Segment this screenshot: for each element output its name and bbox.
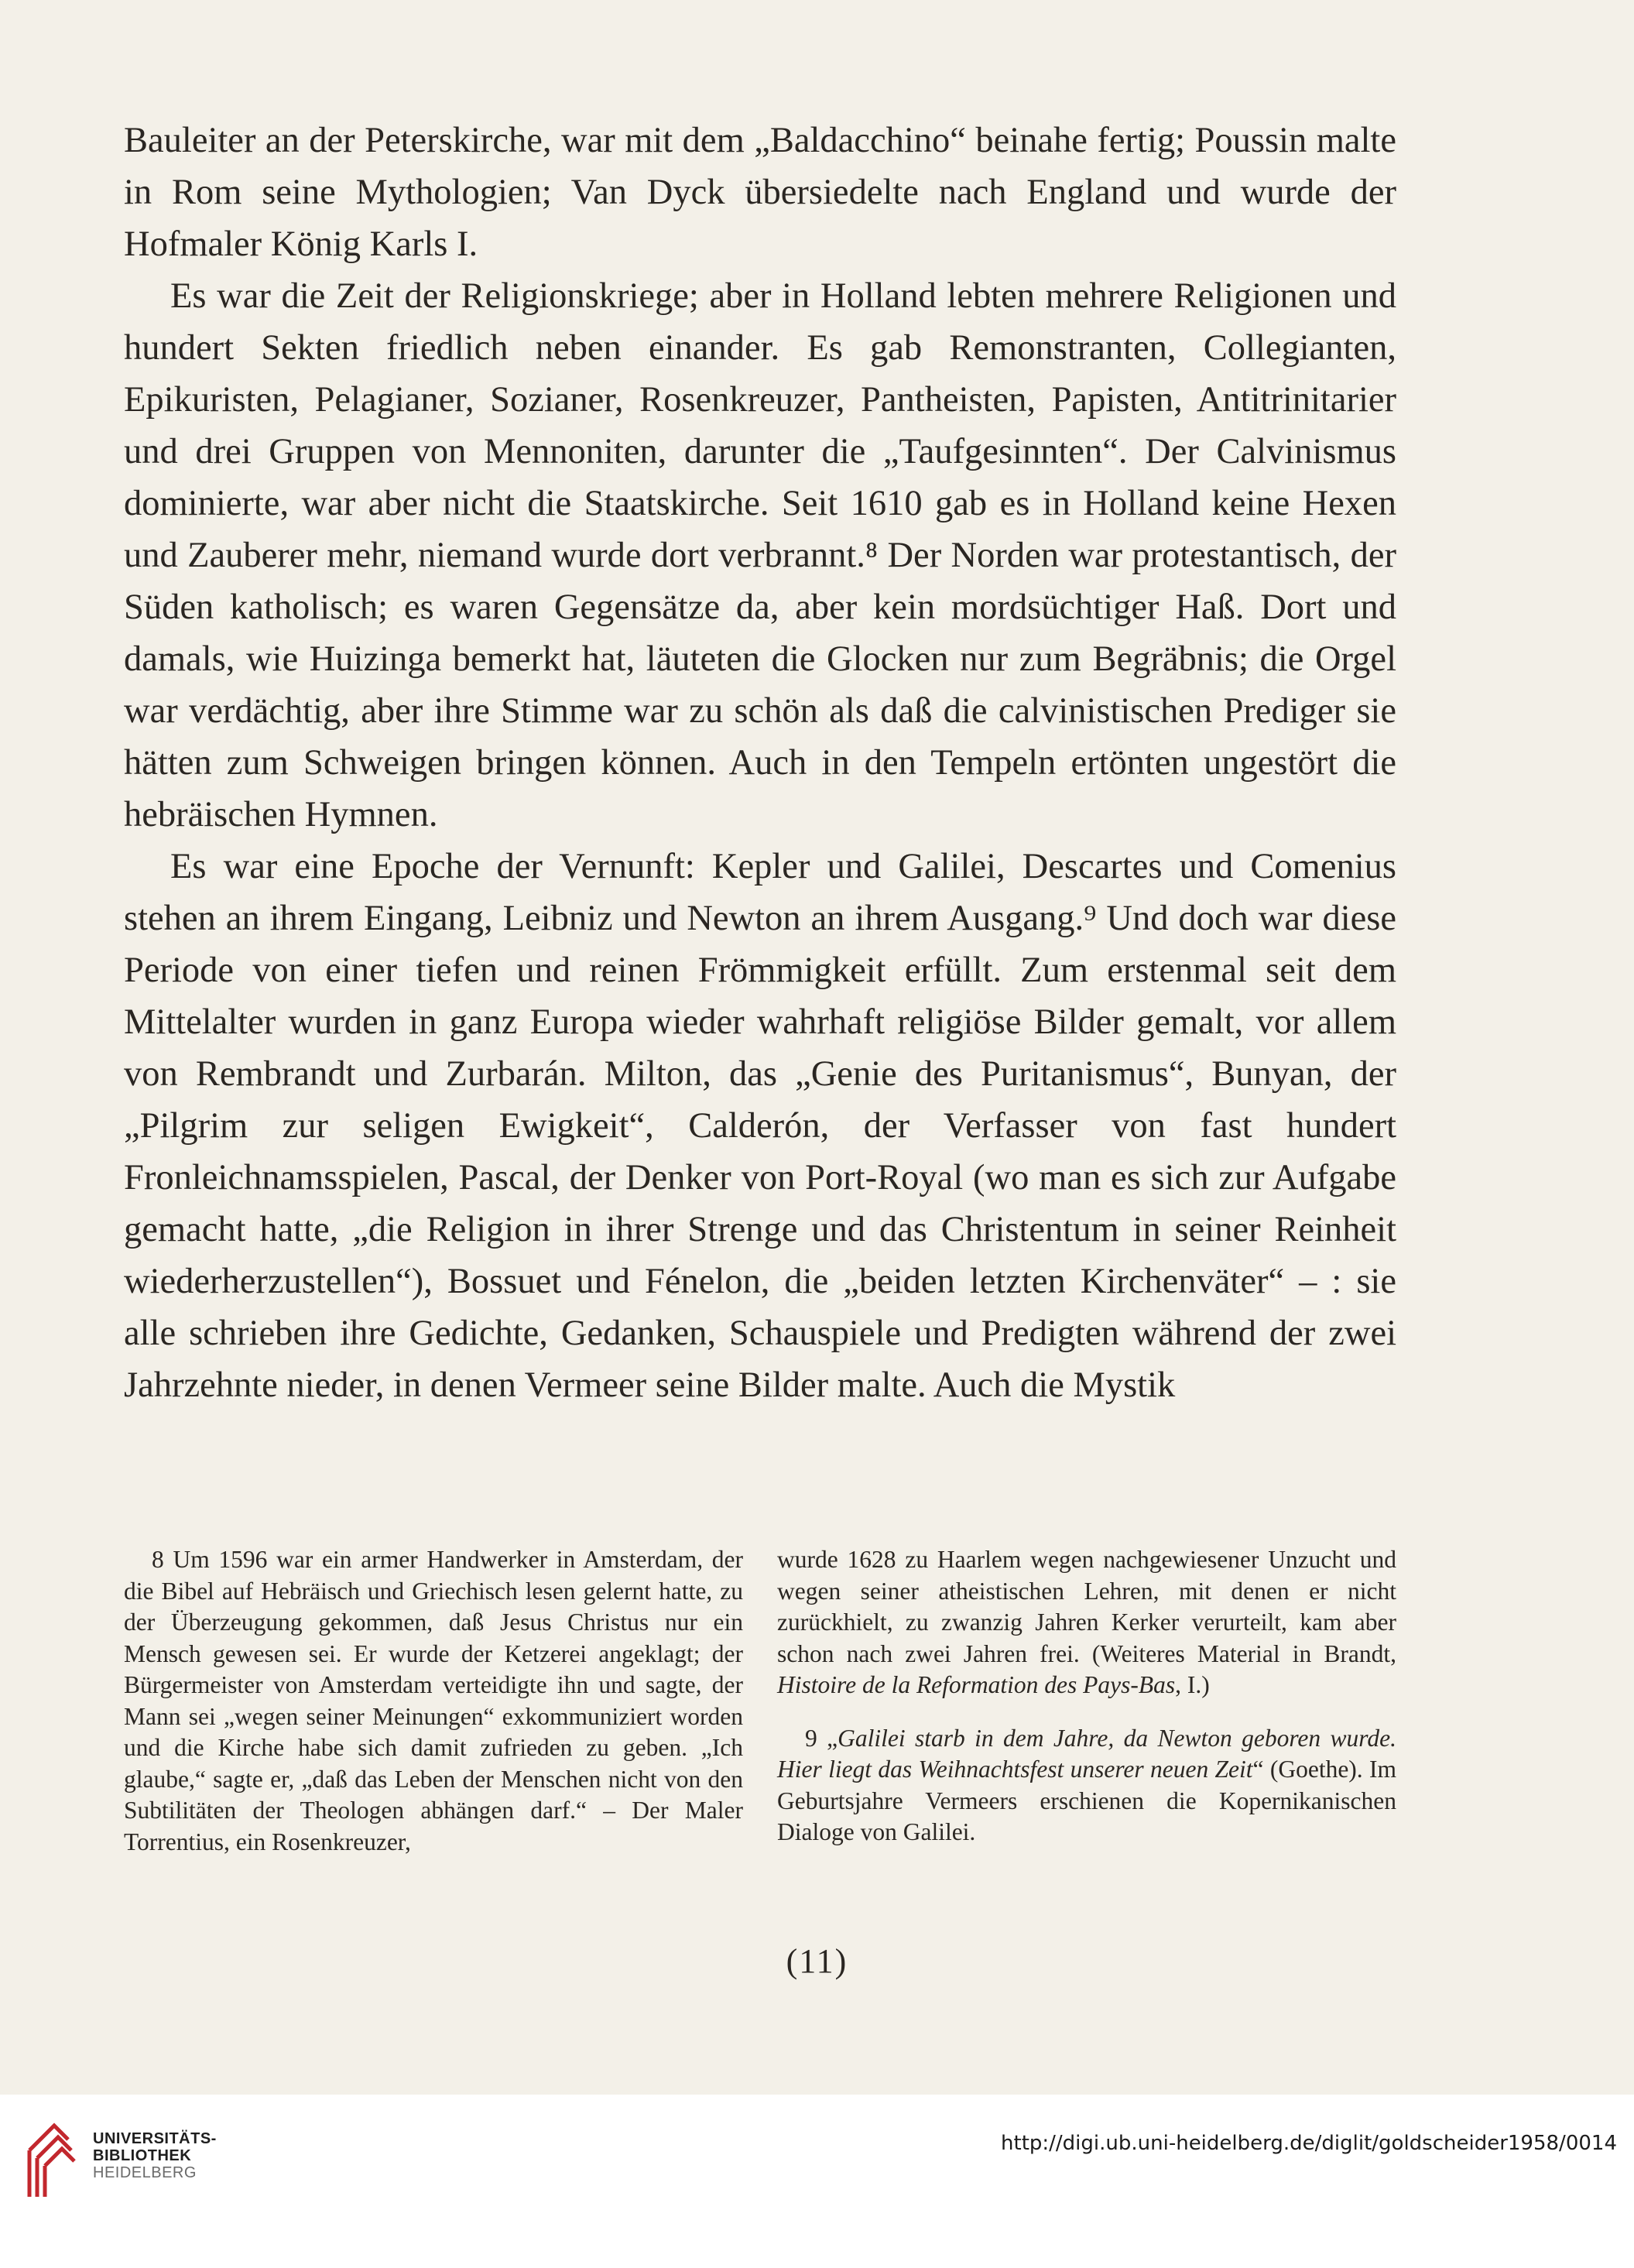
library-name[interactable] xyxy=(93,2130,217,2181)
paragraph-3: Es war eine Epoche der Vernunft: Kepler und Galilei, Descartes und Comenius stehen an ihrem Eingang, Leibniz und Newton an ihrem Ausgang.⁹ Und doch war diese Periode von einer tiefen und reinen Frömmigkeit erfüllt. Zum erstenmal seit dem Mittelalter wurden in ganz Europa wieder wahrhaft religiöse Bilder gemalt, vor allem von Rembrandt und Zurbarán. Milton, das „Genie des Puritanismus“, Bunyan, der „Pilgrim zur seligen Ewigkeit“, Calderón, der Verfasser von fast hundert Fronleichnamsspielen, Pascal, der Denker von Port-Royal (wo man es sich zur Aufgabe gemacht hatte, „die Religion in ihrer Strenge und das Christentum in seiner Reinheit wiederherzustellen“), Bossuet und Fénelon, die „beiden letzten Kirchenväter“ – : sie alle schrieben ihre Gedichte, Gedanken, Schauspiele und Predigten während der zwei Jahrzehnte nieder, in denen Vermeer seine Bilder malte. Auch die Mystik xyxy=(124,847,1396,1405)
body-text xyxy=(124,115,1396,1411)
paragraph-1: Bauleiter an der Peterskirche, war mit dem „Baldacchino“ beinahe fertig; Poussin malte in Rom seine Mythologien; Van Dyck übersiedelte nach England und wurde der Hofmaler König Karls I. xyxy=(124,121,1396,264)
footnote-9-number: 9 „ xyxy=(805,1724,838,1752)
page-number: (11) xyxy=(786,1942,848,1980)
ub-heidelberg-logo-icon[interactable] xyxy=(23,2119,93,2205)
footnote-9-rest: “ (Goethe). Im Geburtsjahre Vermeers erschienen die Kopernikanischen Dialoge von Galilei. xyxy=(777,1756,1396,1845)
footnotes xyxy=(124,1544,1396,1858)
library-name-line1: UNIVERSITÄTS- xyxy=(93,2130,217,2147)
library-name-line2: BIBLIOTHEK xyxy=(93,2147,192,2164)
footer-bar xyxy=(0,2095,1634,2268)
paragraph-2: Es war die Zeit der Religionskriege; aber in Holland lebten mehrere Religionen und hundert Sekten friedlich neben einander. Es gab Remonstranten, Collegianten, Epikuristen, Pelagianer, Sozianer, Rosenkreuzer, Pantheisten, Papisten, Antitrinitarier und drei Gruppen von Mennoniten, darunter die „Taufgesinnten“. Der Calvinismus dominierte, war aber nicht die Staatskirche. Seit 1610 gab es in Holland keine Hexen und Zauberer mehr, niemand wurde dort verbrannt.⁸ Der Norden war protestantisch, der Süden katholisch; es waren Gegensätze da, aber kein mordsüchtiger Haß. Dort und damals, wie Huizinga bemerkt hat, läuteten die Glocken nur zum Begräbnis; die Orgel war verdächtig, aber ihre Stimme war zu schön als daß die calvinistischen Prediger sie hätten zum Schweigen bringen können. Auch in den Tempeln ertönten ungestört die hebräischen Hymnen. xyxy=(124,276,1396,834)
footnote-8-part2 xyxy=(777,1544,1396,1701)
footnote-8-text: wurde 1628 zu Haarlem wegen nachgewiesener Unzucht und wegen seiner atheistischen Lehren, mit denen er nicht zurückhielt, zu zwanzig Jahren Kerker verurteilt, kam aber schon nach zwei Jahren frei. (Weiteres Material in Brandt, xyxy=(777,1546,1396,1667)
footnote-column-left xyxy=(124,1544,743,1858)
footnote-column-right xyxy=(777,1544,1396,1858)
footnote-8-book-title: Histoire de la Reformation des Pays-Bas xyxy=(777,1671,1176,1698)
footnote-9 xyxy=(777,1723,1396,1848)
footnote-8-end: , I.) xyxy=(1175,1671,1210,1698)
library-name-line3: HEIDELBERG xyxy=(93,2164,197,2181)
source-url-link[interactable]: http://digi.ub.uni-heidelberg.de/diglit/goldscheider1958/0014 xyxy=(1001,2132,1617,2155)
footnote-8-part1: 8 Um 1596 war ein armer Handwerker in Amsterdam, der die Bibel auf Hebräisch und Griechisch lesen gelernt hatte, zu der Überzeugung gekommen, daß Jesus Christus nur ein Mensch gewesen sei. Er wurde der Ketzerei angeklagt; der Bürgermeister von Amsterdam verteidigte ihn und sagte, der Mann sei „wegen seiner Meinungen“ exkommuniziert worden und die Kirche habe sich damit zufrieden zu geben. „Ich glaube,“ sagte er, „daß das Leben der Menschen nicht von den Subtilitäten der Theologen abhängen darf.“ – Der Maler Torrentius, ein Rosenkreuzer, xyxy=(124,1546,743,1855)
footnote-9-quote: Galilei starb in dem Jahre, da Newton geboren wurde. Hier liegt das Weihnachtsfest unserer neuen Zeit xyxy=(777,1724,1396,1783)
